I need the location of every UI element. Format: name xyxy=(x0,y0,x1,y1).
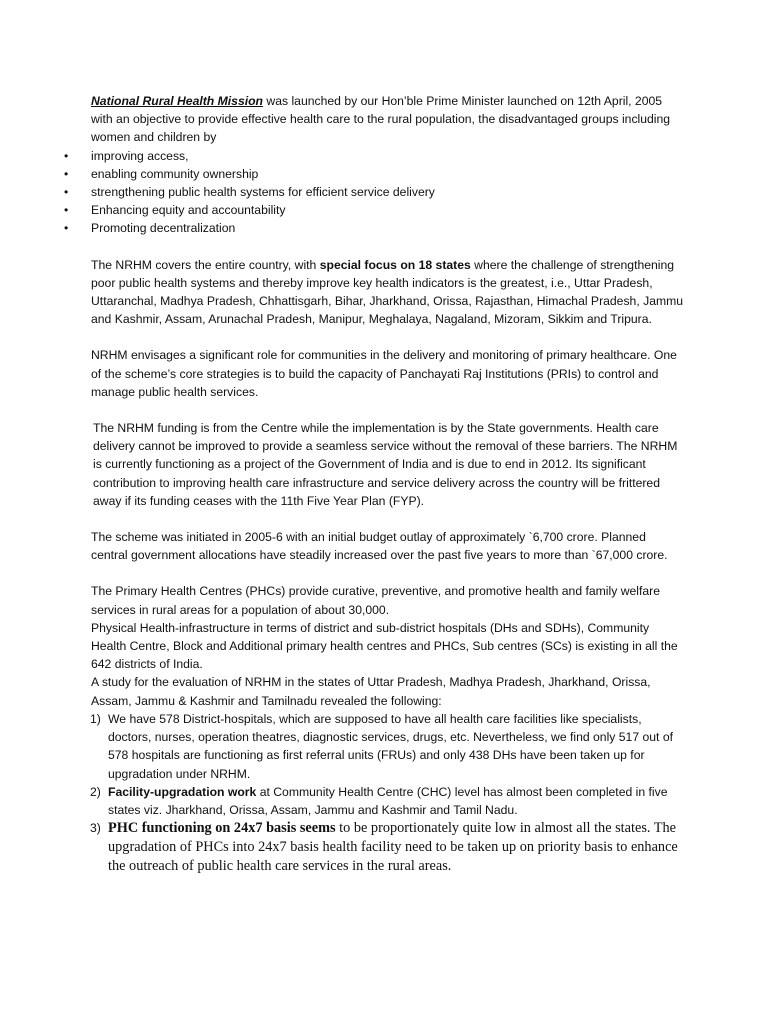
objective-text: Enhancing equity and accountability xyxy=(91,203,286,218)
bullet-icon: • xyxy=(64,203,69,218)
list-item xyxy=(91,783,685,819)
funding-paragraph: The NRHM funding is from the Centre while the implementation is by the State governments. Health care delivery cannot be improved to provide a seamless service without the removal of these barriers. The NRHM is currently functioning as a project of the Government of India and is due to end in 2012. Its significant contribution to improving health care infrastructure and service delivery across the country will be frittered away if its funding ceases with the 11th Five Year Plan (FYP). xyxy=(93,421,678,508)
finding-emphasis: PHC functioning on 24x7 basis seems xyxy=(108,820,336,837)
budget-paragraph: The scheme was initiated in 2005-6 with an initial budget outlay of approximately `6,700 crore. Planned central government allocations have steadily increased over the past five years to more than `67,000 crore. xyxy=(91,530,668,563)
study-paragraph: A study for the evaluation of NRHM in the states of Uttar Pradesh, Madhya Pradesh, Jharkhand, Orissa, Assam, Jammu & Kashmir and Tamilnadu revealed the following: xyxy=(91,675,651,708)
list-item xyxy=(64,201,685,219)
finding-number: 2) xyxy=(90,784,101,799)
objective-text: improving access, xyxy=(91,148,189,163)
findings-list xyxy=(91,710,685,876)
list-item xyxy=(91,819,685,876)
bullet-icon: • xyxy=(64,166,69,181)
list-item xyxy=(91,710,685,783)
coverage-rest: where the challenge of strengthening poor public health systems and thereby improve key health indicators is the greatest, i.e., Uttar Pradesh, Uttaranchal, Madhya Pradesh, Chhattisgarh, Bihar, Jharkhand, Orissa, Rajasthan, Himachal Pradesh, Jammu and Kashmir, Assam, Arunachal Pradesh, Manipur, Meghalaya, Nagaland, Mizoram, Sikkim and Tripura. xyxy=(91,257,684,327)
objective-text: enabling community ownership xyxy=(91,166,259,181)
coverage-emphasis: special focus on 18 states xyxy=(319,257,471,272)
intro-paragraph xyxy=(91,92,685,147)
list-item xyxy=(64,183,685,201)
finding-text: We have 578 District-hospitals, which are supposed to have all health care facilities like specialists, doctors, nurses, operation theatres, diagnostic services, drugs, etc. Nevertheless, we find only 517 out of 578 hospitals are functioning as first referral units (FRUs) and only 438 DHs have been taken up for upgradation under NRHM. xyxy=(108,711,673,781)
communities-paragraph: NRHM envisages a significant role for communities in the delivery and monitoring of primary healthcare. One of the scheme’s core strategies is to build the capacity of Panchayati Raj Institutions (PRIs) to control and manage public health services. xyxy=(91,348,677,399)
bullet-icon: • xyxy=(64,221,69,236)
list-item xyxy=(64,165,685,183)
finding-text: to be proportionately quite low in almost all the states. The upgradation of PHCs into 24x7 basis health facility need to be taken up on priority basis to enhance the outreach of public health care services in the rural areas. xyxy=(108,820,678,875)
mission-title: National Rural Health Mission xyxy=(91,94,264,108)
finding-number: 1) xyxy=(90,711,101,726)
infrastructure-paragraph: Physical Health-infrastructure in terms of district and sub-district hospitals (DHs and SDHs), Community Health Centre, Block and Additional primary health centres and PHCs, Sub centres (SCs) is existing in all the 642 districts of India. xyxy=(91,620,678,672)
phc-paragraph: The Primary Health Centres (PHCs) provide curative, preventive, and promotive health and family welfare services in rural areas for a population of about 30,000. xyxy=(91,584,660,617)
objective-text: Promoting decentralization xyxy=(91,221,236,236)
bullet-icon: • xyxy=(64,148,69,163)
document-body xyxy=(64,92,685,876)
finding-emphasis: Facility-upgradation work xyxy=(108,784,257,799)
objectives-list xyxy=(64,147,685,238)
coverage-lead: The NRHM covers the entire country, with xyxy=(91,257,320,272)
finding-text: at Community Health Centre (CHC) level has almost been completed in five states viz. Jharkhand, Orissa, Assam, Jammu and Kashmir and Tamil Nadu. xyxy=(108,784,668,817)
bullet-icon: • xyxy=(64,185,69,200)
list-item xyxy=(64,219,685,237)
coverage-paragraph xyxy=(91,256,685,329)
finding-number: 3) xyxy=(90,821,101,836)
list-item xyxy=(64,147,685,165)
objective-text: strengthening public health systems for efficient service delivery xyxy=(91,185,435,200)
intro-text: was launched by our Hon’ble Prime Minister launched on 12th April, 2005 with an objective to provide effective health care to the rural population, the disadvantaged groups including women and children by xyxy=(91,94,671,145)
